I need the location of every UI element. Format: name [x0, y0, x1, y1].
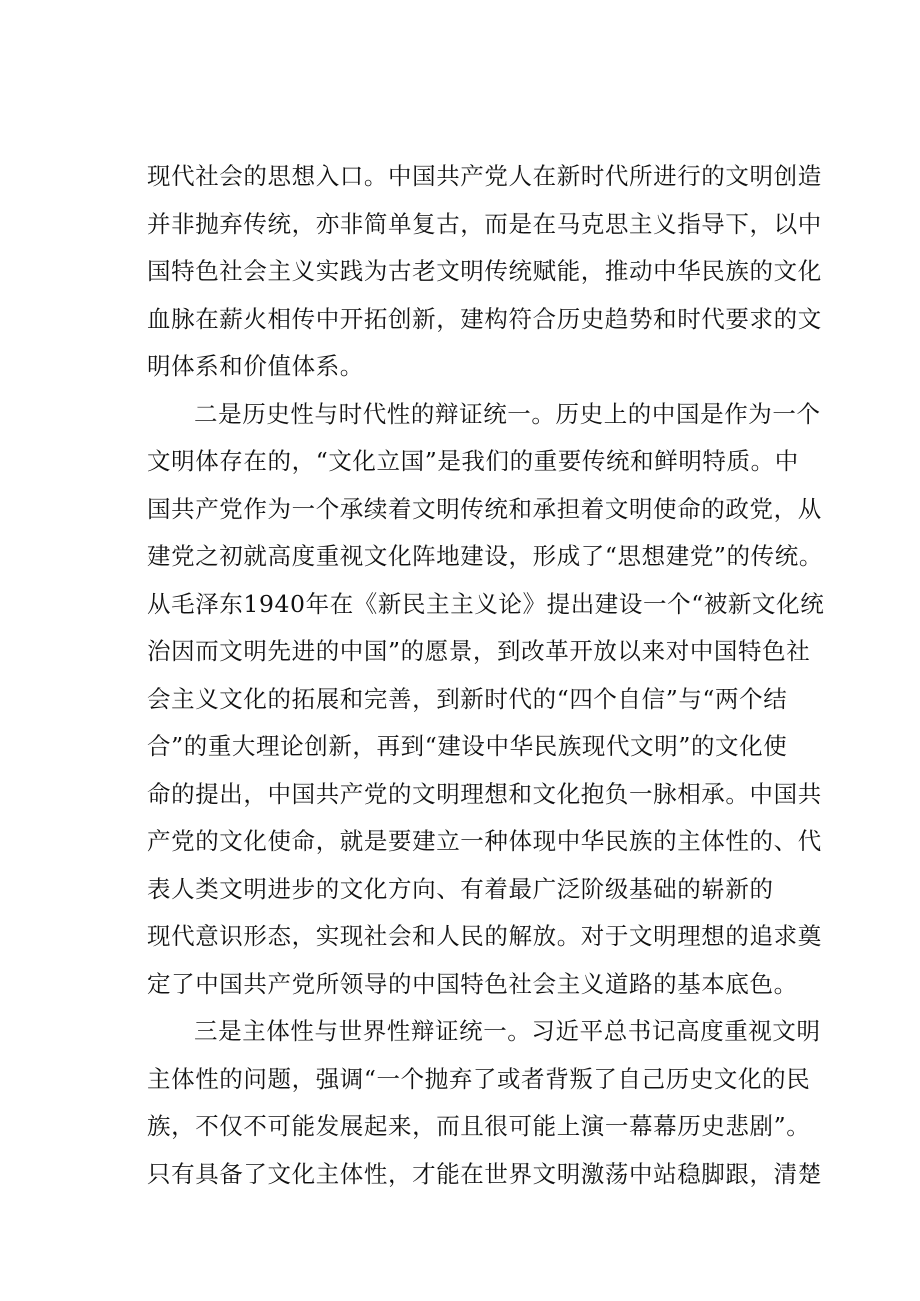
text-line: 表人类文明进步的文化方向、有着最广泛阶级基础的崭新的 [147, 874, 774, 903]
text-line: 国共产党作为一个承续着文明传统和承担着文明使命的政党，从 [147, 494, 822, 523]
text-line: 主体性的问题，强调“一个抛弃了或者背叛了自己历史文化的民 [147, 1064, 811, 1093]
text-line: 国特色社会主义实践为古老文明传统赋能，推动中华民族的文化 [147, 257, 822, 285]
text-line: 血脉在薪火相传中开拓创新，建构符合历史趋势和时代要求的文 [147, 304, 822, 333]
text-line: 文明体存在的，“文化立国”是我们的重要传统和鲜明特质。中 [147, 447, 799, 475]
text-line: 定了中国共产党所领导的中国特色社会主义道路的基本底色。 [147, 969, 798, 998]
text-line: 族，不仅不可能发展起来，而且很可能上演一幕幕历史悲剧”。 [147, 1112, 811, 1140]
text-line: 合”的重大理论创新，再到“建设中华民族现代文明”的文化使 [147, 732, 788, 760]
text-line: 命的提出，中国共产党的文明理想和文化抱负一脉相承。中国共 [147, 779, 822, 808]
paragraph-start-line: 三是主体性与世界性辩证统一。习近平总书记高度重视文明 [194, 1017, 821, 1045]
text-line: 产党的文化使命，就是要建立一种体现中华民族的主体性的、代 [147, 827, 822, 855]
paragraph-start-line: 二是历史性与时代性的辩证统一。历史上的中国是作为一个 [194, 399, 821, 428]
text-line: 并非抛弃传统，亦非简单复古，而是在马克思主义指导下，以中 [147, 209, 822, 238]
text-line: 明体系和价值体系。 [147, 352, 364, 380]
text-line: 从毛泽东1940年在《新民主主义论》提出建设一个“被新文化统 [147, 589, 825, 618]
text-line: 会主义文化的拓展和完善，到新时代的“四个自信”与“两个结 [147, 684, 788, 713]
text-line: 只有具备了文化主体性，才能在世界文明激荡中站稳脚跟，清楚 [147, 1159, 822, 1188]
text-line: 建党之初就高度重视文化阵地建设，形成了“思想建党”的传统。 [147, 542, 823, 570]
text-line: 治因而文明先进的中国”的愿景，到改革开放以来对中国特色社 [147, 637, 811, 665]
text-line: 现代意识形态，实现社会和人民的解放。对于文明理想的追求奠 [147, 922, 822, 950]
text-line: 现代社会的思想入口。中国共产党人在新时代所进行的文明创造 [147, 162, 822, 190]
body-text [147, 153, 825, 1198]
